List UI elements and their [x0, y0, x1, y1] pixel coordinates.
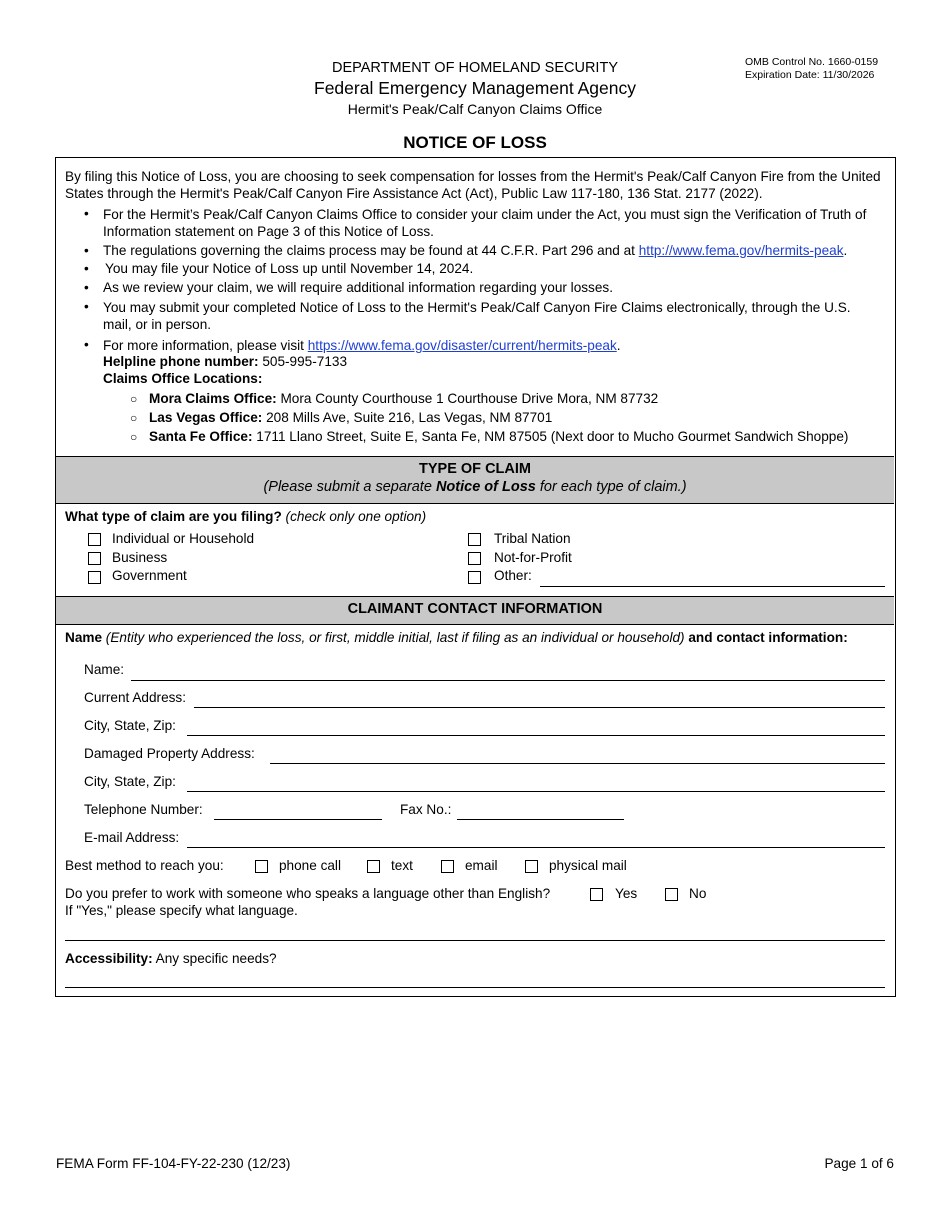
intro-bullet-verification: For the Hermit’s Peak/Calf Canyon Claims Office to consider your claim under the Act, you must sign the Verification of Truth of Information statement on Page 3 of this Notice of Loss. [103, 207, 867, 239]
name-label-bold: Name [65, 630, 103, 645]
office-mora [149, 391, 658, 406]
option-nonprofit-label: Not-for-Profit [494, 550, 572, 565]
bullet-dot: • [84, 337, 89, 352]
bullet-dot: • [84, 243, 89, 258]
checkbox-phone-call[interactable] [255, 860, 268, 873]
fema-hermits-peak-link[interactable]: http://www.fema.gov/hermits-peak [638, 243, 844, 258]
telephone-label: Telephone Number: [84, 802, 203, 817]
agency-name: Federal Emergency Management Agency [314, 78, 636, 98]
fax-input-line[interactable] [457, 819, 624, 820]
accessibility-text: Any specific needs? [152, 951, 277, 966]
name-note: (Entity who experienced the loss, or first, middle initial, last if filing as an individual or household) [102, 630, 685, 645]
office-santa-fe [149, 429, 848, 444]
form-number: FEMA Form FF-104-FY-22-230 (12/23) [56, 1156, 291, 1171]
subheading-bold: Notice of Loss [435, 479, 536, 495]
office-name-label: Las Vegas Office: [149, 410, 263, 425]
accessibility-label: Accessibility: [65, 951, 153, 966]
name-field-label: Name: [84, 662, 125, 677]
bullet-dot: • [84, 261, 89, 276]
checkbox-business[interactable] [88, 552, 101, 565]
subheading-post: for each type of claim.) [535, 479, 687, 495]
office-name-label: Santa Fe Office: [149, 429, 253, 444]
question-text: What type of claim are you filing? [65, 509, 282, 524]
method-text-label: text [391, 858, 413, 873]
department-name: DEPARTMENT OF HOMELAND SECURITY [331, 60, 618, 76]
helpline [103, 354, 347, 369]
city-state-zip-input-line[interactable] [187, 735, 885, 736]
type-of-claim-subheading [56, 479, 894, 495]
damaged-property-address-input-line[interactable] [270, 763, 885, 764]
option-tribal-label: Tribal Nation [494, 531, 571, 546]
checkbox-email[interactable] [441, 860, 454, 873]
accessibility-question [65, 951, 277, 966]
circle-bullet-icon: ○ [130, 392, 138, 406]
option-individual-label: Individual or Household [112, 531, 255, 546]
language-question: Do you prefer to work with someone who speaks a language other than English? [65, 886, 551, 901]
name-input-line[interactable] [131, 680, 885, 681]
checkbox-text[interactable] [367, 860, 380, 873]
expiration-date: Expiration Date: 11/30/2026 [745, 69, 875, 81]
intro-paragraph: By filing this Notice of Loss, you are choosing to seek compensation for losses from the Hermit's Peak/Calf Canyon Fire from the United States through the Hermit's Peak/Calf Canyon Fire Assistance Act (Act), Public Law 117-180, 136 Stat. 2177 (2022). [65, 169, 881, 201]
bullet-dot: • [84, 206, 89, 221]
other-input-line[interactable] [540, 586, 885, 587]
circle-bullet-icon: ○ [130, 430, 138, 444]
option-business-label: Business [112, 550, 168, 565]
checkbox-physical-mail[interactable] [525, 860, 538, 873]
fax-label: Fax No.: [400, 802, 452, 817]
office-address: Mora County Courthouse 1 Courthouse Drive Mora, NM 87732 [276, 391, 659, 406]
language-input-line[interactable] [65, 940, 885, 941]
checkbox-individual[interactable] [88, 533, 101, 546]
damaged-property-address-label: Damaged Property Address: [84, 746, 255, 761]
intro-bullet-more-info [103, 338, 621, 353]
current-address-input-line[interactable] [194, 707, 885, 708]
best-method-label: Best method to reach you: [65, 858, 224, 873]
intro-bullet-regulations [103, 243, 893, 258]
office-address: 208 Mills Ave, Suite 216, Las Vegas, NM 87701 [262, 410, 553, 425]
method-email-label: email [465, 858, 498, 873]
email-label: E-mail Address: [84, 830, 180, 845]
checkbox-government[interactable] [88, 571, 101, 584]
method-physical-mail-label: physical mail [549, 858, 627, 873]
page-number: Page 1 of 6 [824, 1156, 894, 1171]
checkbox-other[interactable] [468, 571, 481, 584]
name-tail: and contact information: [684, 630, 848, 645]
checkbox-language-yes[interactable] [590, 888, 603, 901]
office-name: Hermit's Peak/Calf Canyon Claims Office [347, 101, 603, 117]
office-name-label: Mora Claims Office: [149, 391, 277, 406]
period: . [616, 338, 621, 353]
damaged-city-state-zip-input-line[interactable] [187, 791, 885, 792]
language-specify-label: If "Yes," please specify what language. [65, 903, 298, 918]
current-address-label: Current Address: [84, 690, 186, 705]
bullet-dot: • [84, 299, 89, 314]
fema-disaster-link[interactable]: https://www.fema.gov/disaster/current/hermits-peak [307, 338, 617, 353]
damaged-city-state-zip-label: City, State, Zip: [84, 774, 176, 789]
circle-bullet-icon: ○ [130, 411, 138, 425]
option-government-label: Government [112, 568, 187, 583]
bullet-dot: • [84, 280, 89, 295]
type-of-claim-heading: TYPE OF CLAIM [419, 461, 531, 477]
form-title: NOTICE OF LOSS [403, 133, 547, 152]
option-other-label: Other: [494, 568, 532, 583]
office-address: 1711 Llano Street, Suite E, Santa Fe, NM 87505 (Next door to Mucho Gourmet Sandwich Shoppe) [252, 429, 849, 444]
city-state-zip-label: City, State, Zip: [84, 718, 176, 733]
checkbox-tribal-nation[interactable] [468, 533, 481, 546]
more-info-text: For more information, please visit [103, 338, 308, 353]
offices-label: Claims Office Locations: [103, 371, 263, 386]
office-las-vegas [149, 410, 552, 425]
regulations-text: The regulations governing the claims process may be found at 44 C.F.R. Part 296 and at [103, 243, 639, 258]
type-of-claim-header [56, 456, 894, 504]
name-instructions [65, 630, 887, 645]
claim-type-question [65, 509, 426, 524]
helpline-number: 505-995-7133 [258, 354, 348, 369]
subheading-pre: (Please submit a separate [263, 479, 436, 495]
method-phone-call-label: phone call [279, 858, 341, 873]
language-yes-label: Yes [615, 886, 638, 901]
checkbox-not-for-profit[interactable] [468, 552, 481, 565]
email-input-line[interactable] [187, 847, 885, 848]
telephone-input-line[interactable] [214, 819, 382, 820]
language-no-label: No [689, 886, 707, 901]
intro-bullet-submit: You may submit your completed Notice of Loss to the Hermit's Peak/Calf Canyon Fire Claims electronically, through the U.S. mail, or in person. [103, 300, 851, 332]
omb-control-number: OMB Control No. 1660-0159 [745, 56, 879, 68]
question-note: (check only one option) [281, 509, 427, 524]
accessibility-input-line[interactable] [65, 987, 885, 988]
checkbox-language-no[interactable] [665, 888, 678, 901]
intro-bullet-review: As we review your claim, we will require additional information regarding your losses. [103, 280, 613, 295]
claimant-contact-heading: CLAIMANT CONTACT INFORMATION [347, 601, 603, 617]
helpline-label: Helpline phone number: [103, 354, 259, 369]
intro-bullet-deadline: You may file your Notice of Loss up until November 14, 2024. [105, 261, 474, 276]
period: . [843, 243, 848, 258]
claimant-contact-header [56, 596, 894, 625]
